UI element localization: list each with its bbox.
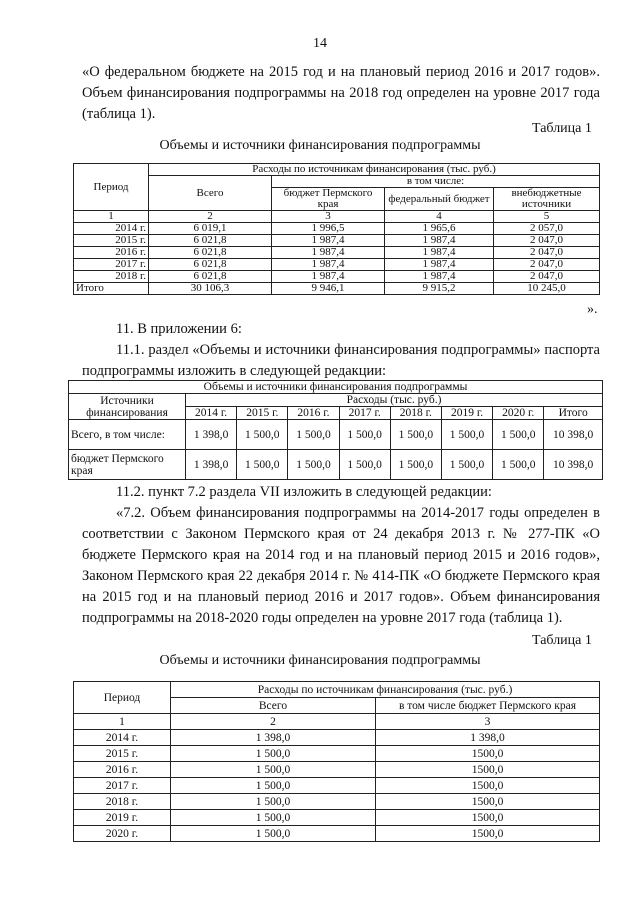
t3-total: 1 500,0 xyxy=(171,746,376,762)
t1-extra: 2 057,0 xyxy=(494,223,600,235)
t1-header-extra: внебюджетные источники xyxy=(494,188,600,211)
t1-federal: 9 915,2 xyxy=(385,283,494,295)
t1-colnum: 4 xyxy=(385,211,494,223)
t2-value: 1 500,0 xyxy=(390,450,441,480)
t3-period: 2020 г. xyxy=(74,826,171,842)
table3-label: Таблица 1 xyxy=(532,633,592,648)
t3-total: 1 500,0 xyxy=(171,826,376,842)
t3-total: 1 500,0 xyxy=(171,778,376,794)
t1-perm: 1 987,4 xyxy=(272,271,385,283)
table-row-total xyxy=(74,283,600,295)
t2-value: 1 500,0 xyxy=(339,420,390,450)
t2-value: 1 500,0 xyxy=(288,420,339,450)
table-row xyxy=(74,271,600,283)
t2-year: 2017 г. xyxy=(339,407,390,420)
t1-perm: 1 987,4 xyxy=(272,259,385,271)
t1-period: 2014 г. xyxy=(74,223,149,235)
t3-period: 2018 г. xyxy=(74,794,171,810)
t3-total: 1 398,0 xyxy=(171,730,376,746)
page-number: 14 xyxy=(313,36,327,51)
t2-value: 1 398,0 xyxy=(186,420,237,450)
t1-header-including: в том числе: xyxy=(272,176,600,188)
t3-perm: 1500,0 xyxy=(376,762,600,778)
t1-federal: 1 965,6 xyxy=(385,223,494,235)
t3-colnum: 2 xyxy=(171,714,376,730)
t1-colnum: 5 xyxy=(494,211,600,223)
t1-colnum: 2 xyxy=(149,211,272,223)
t2-year-total: Итого xyxy=(544,407,603,420)
table2 xyxy=(68,380,603,480)
table1-caption: Объемы и источники финансирования подпрограммы xyxy=(159,138,481,153)
t2-year: 2020 г. xyxy=(493,407,544,420)
t1-colnum: 1 xyxy=(74,211,149,223)
t1-perm: 1 987,4 xyxy=(272,235,385,247)
t2-value: 1 500,0 xyxy=(493,420,544,450)
t1-period: 2017 г. xyxy=(74,259,149,271)
table1 xyxy=(73,163,600,295)
item-11-1: 11.1. раздел «Объемы и источники финансирования подпрограммы» паспорта подпрограммы изложить в следующей редакции: xyxy=(82,342,600,379)
table-row xyxy=(74,810,600,826)
t1-header-federal: федеральный бюджет xyxy=(385,188,494,211)
t1-total: 6 019,1 xyxy=(149,223,272,235)
t3-header-period: Период xyxy=(74,682,171,714)
t3-period: 2015 г. xyxy=(74,746,171,762)
t3-total: 1 500,0 xyxy=(171,810,376,826)
t2-value: 1 398,0 xyxy=(186,450,237,480)
t1-federal: 1 987,4 xyxy=(385,271,494,283)
t1-federal: 1 987,4 xyxy=(385,247,494,259)
t2-title: Объемы и источники финансирования подпрограммы xyxy=(69,381,603,394)
t1-extra: 10 245,0 xyxy=(494,283,600,295)
item-7-2: «7.2. Объем финансирования подпрограммы на 2014-2017 годы определен в соответствии с Законом Пермского края от 24 декабря 2013 г. № 277-ПК «О бюджете Пермского края на 2014 год и на плановый период 2015 и 2016 годов», Законом Пермского края 22 декабря 2014 г. № 414-ПК «О бюджете Пермского края на 2015 год и на плановый период 2016 и 2017 годов». Объем финансирования подпрограммы на 2018-2020 годы определен на уровне 2017 года (таблица 1). xyxy=(82,505,600,626)
table-row xyxy=(69,450,603,480)
t3-period: 2014 г. xyxy=(74,730,171,746)
t3-colnum: 3 xyxy=(376,714,600,730)
t1-extra: 2 047,0 xyxy=(494,259,600,271)
t3-perm: 1 398,0 xyxy=(376,730,600,746)
table1-label: Таблица 1 xyxy=(532,121,592,136)
t2-year: 2014 г. xyxy=(186,407,237,420)
table-row xyxy=(69,420,603,450)
t1-header-expenses: Расходы по источникам финансирования (тыс. руб.) xyxy=(149,164,600,176)
quote-end: ». xyxy=(587,302,598,317)
table3 xyxy=(73,681,600,842)
t1-header-budget-perm: бюджет Пермского края xyxy=(272,188,385,211)
t2-value: 1 500,0 xyxy=(237,420,288,450)
t1-period: 2015 г. xyxy=(74,235,149,247)
t3-perm: 1500,0 xyxy=(376,794,600,810)
t3-perm: 1500,0 xyxy=(376,826,600,842)
item-11: 11. В приложении 6: xyxy=(116,321,242,337)
table-row xyxy=(74,794,600,810)
t2-value: 1 500,0 xyxy=(441,450,492,480)
table-row xyxy=(74,247,600,259)
t1-perm: 9 946,1 xyxy=(272,283,385,295)
table3-caption: Объемы и источники финансирования подпрограммы xyxy=(159,653,481,668)
t3-total: 1 500,0 xyxy=(171,762,376,778)
table-row xyxy=(74,746,600,762)
t2-value: 10 398,0 xyxy=(544,450,603,480)
t2-header-sources: Источники финансирования xyxy=(69,394,186,420)
t3-header-expenses: Расходы по источникам финансирования (тыс. руб.) xyxy=(171,682,600,698)
t3-total: 1 500,0 xyxy=(171,794,376,810)
t1-colnum: 3 xyxy=(272,211,385,223)
t2-value: 1 500,0 xyxy=(390,420,441,450)
t3-header-including: в том числе бюджет Пермского края xyxy=(376,698,600,714)
t1-extra: 2 047,0 xyxy=(494,235,600,247)
t2-year: 2018 г. xyxy=(390,407,441,420)
table-row xyxy=(74,762,600,778)
t3-perm: 1500,0 xyxy=(376,810,600,826)
t2-header-expenses: Расходы (тыс. руб.) xyxy=(186,394,603,407)
t3-perm: 1500,0 xyxy=(376,746,600,762)
t2-value: 10 398,0 xyxy=(544,420,603,450)
t2-value: 1 500,0 xyxy=(288,450,339,480)
t1-total: 6 021,8 xyxy=(149,235,272,247)
t1-header-period: Период xyxy=(74,164,149,211)
t1-period: Итого xyxy=(74,283,149,295)
t1-total: 6 021,8 xyxy=(149,259,272,271)
t1-federal: 1 987,4 xyxy=(385,235,494,247)
table-row xyxy=(74,826,600,842)
t1-period: 2016 г. xyxy=(74,247,149,259)
t1-perm: 1 996,5 xyxy=(272,223,385,235)
t1-total: 30 106,3 xyxy=(149,283,272,295)
t1-header-total: Всего xyxy=(149,176,272,211)
t2-year: 2019 г. xyxy=(441,407,492,420)
t2-value: 1 500,0 xyxy=(493,450,544,480)
intro-paragraph: «О федеральном бюджете на 2015 год и на плановый период 2016 и 2017 годов». Объем финансирования подпрограммы на 2018 год определен на уровне 2017 года (таблица 1). xyxy=(82,64,600,122)
t3-header-total: Всего xyxy=(171,698,376,714)
t3-period: 2017 г. xyxy=(74,778,171,794)
table-row xyxy=(74,235,600,247)
t2-row-label: Всего, в том числе: xyxy=(69,420,186,450)
t2-row-label: бюджет Пермского края xyxy=(69,450,186,480)
t2-year: 2016 г. xyxy=(288,407,339,420)
t1-extra: 2 047,0 xyxy=(494,247,600,259)
t2-year: 2015 г. xyxy=(237,407,288,420)
t2-value: 1 500,0 xyxy=(237,450,288,480)
t3-period: 2016 г. xyxy=(74,762,171,778)
t1-federal: 1 987,4 xyxy=(385,259,494,271)
t2-value: 1 500,0 xyxy=(441,420,492,450)
t2-value: 1 500,0 xyxy=(339,450,390,480)
t1-perm: 1 987,4 xyxy=(272,247,385,259)
t1-total: 6 021,8 xyxy=(149,271,272,283)
t3-perm: 1500,0 xyxy=(376,778,600,794)
table-row xyxy=(74,730,600,746)
t1-extra: 2 047,0 xyxy=(494,271,600,283)
t3-colnum: 1 xyxy=(74,714,171,730)
table-row xyxy=(74,778,600,794)
t3-period: 2019 г. xyxy=(74,810,171,826)
t1-total: 6 021,8 xyxy=(149,247,272,259)
item-11-2: 11.2. пункт 7.2 раздела VII изложить в следующей редакции: xyxy=(116,484,492,500)
t3-number-row xyxy=(74,714,600,730)
table-row xyxy=(74,223,600,235)
table-row xyxy=(74,259,600,271)
t1-period: 2018 г. xyxy=(74,271,149,283)
t1-number-row xyxy=(74,211,600,223)
